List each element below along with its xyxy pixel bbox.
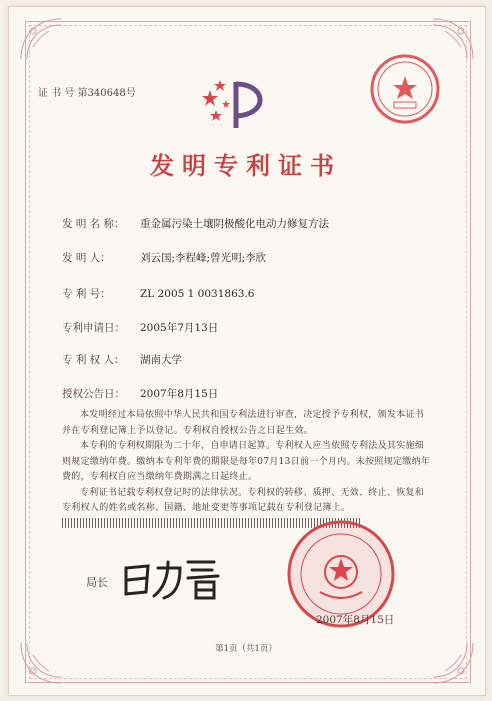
field-label: 授权公告日： (62, 388, 125, 400)
page-title: 发明专利证书 (150, 151, 342, 180)
body-paragraph: 本发明经过本局依照中华人民共和国专利法进行审查，决定授予专利权，颁发本证书并在专利登记簿上予以登记。专利权自授权公告之日起生效。 (62, 410, 425, 436)
field-value: ZL 2005 1 0031863.6 (140, 288, 255, 300)
field-value: 2005年7月13日 (140, 322, 219, 334)
field-label: 发 明 名 称： (62, 218, 125, 230)
field-label: 发 明 人： (62, 252, 111, 264)
certificate-body (62, 408, 432, 517)
page-number: 第1页（共1页） (215, 644, 277, 654)
field-patent-number (62, 286, 254, 301)
director-label: 局长 (86, 576, 108, 589)
field-value: 重金属污染土壤阴极酸化电动力修复方法 (140, 218, 329, 230)
field-application-date (62, 320, 218, 335)
seal-top-icon (368, 52, 442, 126)
sipo-logo-icon (196, 70, 280, 134)
corner-ornament-icon (19, 17, 63, 61)
field-value: 2007年8月15日 (140, 388, 219, 400)
field-value: 湖南大学 (140, 354, 182, 366)
certificate-number: 证 书 号 第340648号 (38, 88, 136, 99)
field-invention-name (62, 216, 329, 231)
field-patentee (62, 352, 182, 367)
field-value: 刘云国;李程峰;曾光明;李欣 (140, 252, 267, 264)
body-paragraph: 本专利的专利权期限为二十年，自申请日起算。专利权人应当依照专利法及其实施细则规定缴纳年费。缴纳本专利年费的期限是每年07月13日前一个月内。未按照规定缴纳年费的，专利权自应当缴纳年费期满之日起终止。 (62, 441, 431, 482)
field-grant-date (62, 386, 218, 401)
issue-date: 2007年8月15日 (316, 614, 395, 626)
body-paragraph: 专利证书记载专利权登记时的法律状况。专利权的转移、质押、无效、终止、恢复和专利权人的姓名或名称、国籍、地址变更等事项记载在专利登记簿上。 (62, 487, 425, 513)
director-signature (118, 554, 228, 602)
field-label: 专利申请日： (62, 322, 125, 334)
field-inventors (62, 250, 266, 265)
field-label: 专 利 权 人： (62, 354, 125, 366)
field-label: 专 利 号： (62, 288, 111, 300)
